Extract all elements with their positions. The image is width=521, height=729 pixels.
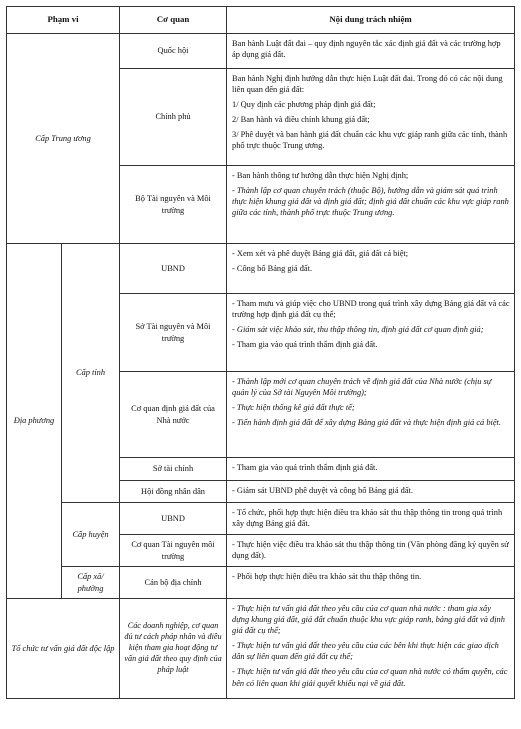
responsibility-line: - Giám sát việc khảo sát, thu thập thông tin, định giá đất cơ quan định giá; [232,325,484,335]
agency-cell: Sở Tài nguyên và Môi trường [120,294,227,372]
responsibility-line: - Tham gia vào quá trình thẩm định giá đất. [232,340,378,350]
scope-commune: Cấp xã/ phường [62,567,120,599]
scope-province: Cấp tỉnh [62,244,120,503]
agency-cell: Cán bộ địa chính [120,567,227,599]
responsibility-line: - Xem xét và phê duyệt Bảng giá đất, giá đất cá biệt; [232,249,409,258]
agency-cell: Cơ quan định giá đất của Nhà nước [120,372,227,458]
responsibility-line: 3/ Phê duyệt và ban hành giá đất chuẩn các khu vực giáp ranh giữa các tỉnh, thành phố trực thuộc Trung ương. [232,130,508,151]
responsibility-line: - Phối hợp thực hiện điều tra khảo sát thu thập thông tin. [232,572,422,581]
responsibility-line: - Thành lập mới cơ quan chuyên trách về định giá đất của Nhà nước (chịu sự quản lý của Sở tài Nguyên Môi trường); [232,377,492,398]
table-row [7,244,515,294]
responsibility-line: - Tổ chức, phối hợp thực hiện điều tra khảo sát thu thập thông tin trong quá trình xây dựng Bảng giá đất. [232,508,503,529]
agency-cell: UBND [120,244,227,294]
scope-consulting: Tổ chức tư vấn giá đất độc lập [7,599,120,699]
responsibility-line: - Thực hiện tư vấn giá đất theo yêu cầu của cơ quan nhà nước có thẩm quyền, các bên có liên quan khi giải quyết khiếu nại về giá đất. [232,667,508,688]
responsibility-line: - Tiến hành định giá đất để xây dựng Bảng giá đất và thực hiện định giá cá biệt. [232,418,501,428]
responsibility-line: - Tham mưu và giúp việc cho UBND trong quá trình xây dựng Bảng giá đất và các trường hợp định giá đất cụ thể; [232,299,510,320]
agency-cell: Bộ Tài nguyên và Môi trường [120,166,227,244]
responsibility-cell [227,599,515,699]
table-row [7,599,515,699]
scope-central: Cấp Trung ương [7,34,120,244]
header-agency: Cơ quan [120,7,227,34]
responsibility-cell [227,481,515,503]
responsibility-cell [227,34,515,69]
scope-local: Địa phương [7,244,62,599]
responsibility-cell [227,69,515,166]
header-responsibility: Nội dung trách nhiệm [227,7,515,34]
responsibility-line: - Giám sát UBND phê duyệt và công bố Bảng giá đất. [232,486,413,495]
responsibility-cell [227,244,515,294]
responsibility-line: - Thực hiện tư vấn giá đất theo yêu cầu của các bên khi thực hiện các giao dịch dân sự liên quan đến giá đất cụ thể; [232,641,499,662]
responsibility-table [6,6,515,699]
agency-cell: Cơ quan Tài nguyên môi trường [120,535,227,567]
agency-cell: Các doanh nghiệp, cơ quan đủ tư cách pháp nhân và điều kiện tham gia hoạt động tư vấn giá đất theo quy định của pháp luật [120,599,227,699]
responsibility-line: 1/ Quy định các phương pháp định giá đất; [232,100,376,110]
table-row [7,34,515,69]
header-scope: Phạm vi [7,7,120,34]
responsibility-line: - Thành lập cơ quan chuyên trách (thuộc Bộ), hướng dẫn và giám sát quá trình thực hiện khung giá đất và định giá đất; định giá đất chuẩn các khu vực giáp ranh giữa các tỉnh, thành phố trực thuộc Trung ương. [232,186,509,218]
agency-cell: Hội đồng nhân dân [120,481,227,503]
agency-cell: Sở tài chính [120,458,227,481]
responsibility-line: Ban hành Luật đất đai – quy định nguyên tắc xác định giá đất và các trường hợp áp dụng giá đất. [232,39,501,60]
responsibility-cell [227,294,515,372]
header-row [7,7,515,34]
responsibility-line: - Ban hành thông tư hướng dẫn thực hiện Nghị định; [232,171,409,180]
responsibility-cell [227,503,515,535]
responsibility-line: Ban hành Nghị định hướng dẫn thực hiện Luật đất đai. Trong đó có các nội dung liên quan đến giá đất: [232,74,503,95]
agency-cell: Chính phủ [120,69,227,166]
responsibility-line: - Thực hiện việc điều tra khảo sát thu thập thông tin (Văn phòng đăng ký quyền sử dụng đất). [232,540,509,561]
responsibility-line: 2/ Ban hành và điều chỉnh khung giá đất; [232,115,370,125]
scope-district: Cấp huyện [62,503,120,567]
responsibility-cell [227,458,515,481]
table-row [7,567,515,599]
responsibility-cell [227,567,515,599]
agency-cell: UBND [120,503,227,535]
responsibility-cell [227,372,515,458]
responsibility-cell [227,535,515,567]
responsibility-line: - Tham gia vào quá trình thẩm định giá đất. [232,463,378,472]
responsibility-line: - Thực hiện thống kê giá đất thực tế; [232,403,355,413]
responsibility-line: - Công bố Bảng giá đất. [232,264,313,274]
responsibility-line: - Thực hiện tư vấn giá đất theo yêu cầu của cơ quan nhà nước : tham gia xây dựng khung giá đất, giá đất chuẩn thuộc khu vực giáp ranh, bảng giá đất và định giá đất cụ thể; [232,604,505,636]
agency-cell: Quốc hội [120,34,227,69]
table-row [7,503,515,535]
responsibility-cell [227,166,515,244]
